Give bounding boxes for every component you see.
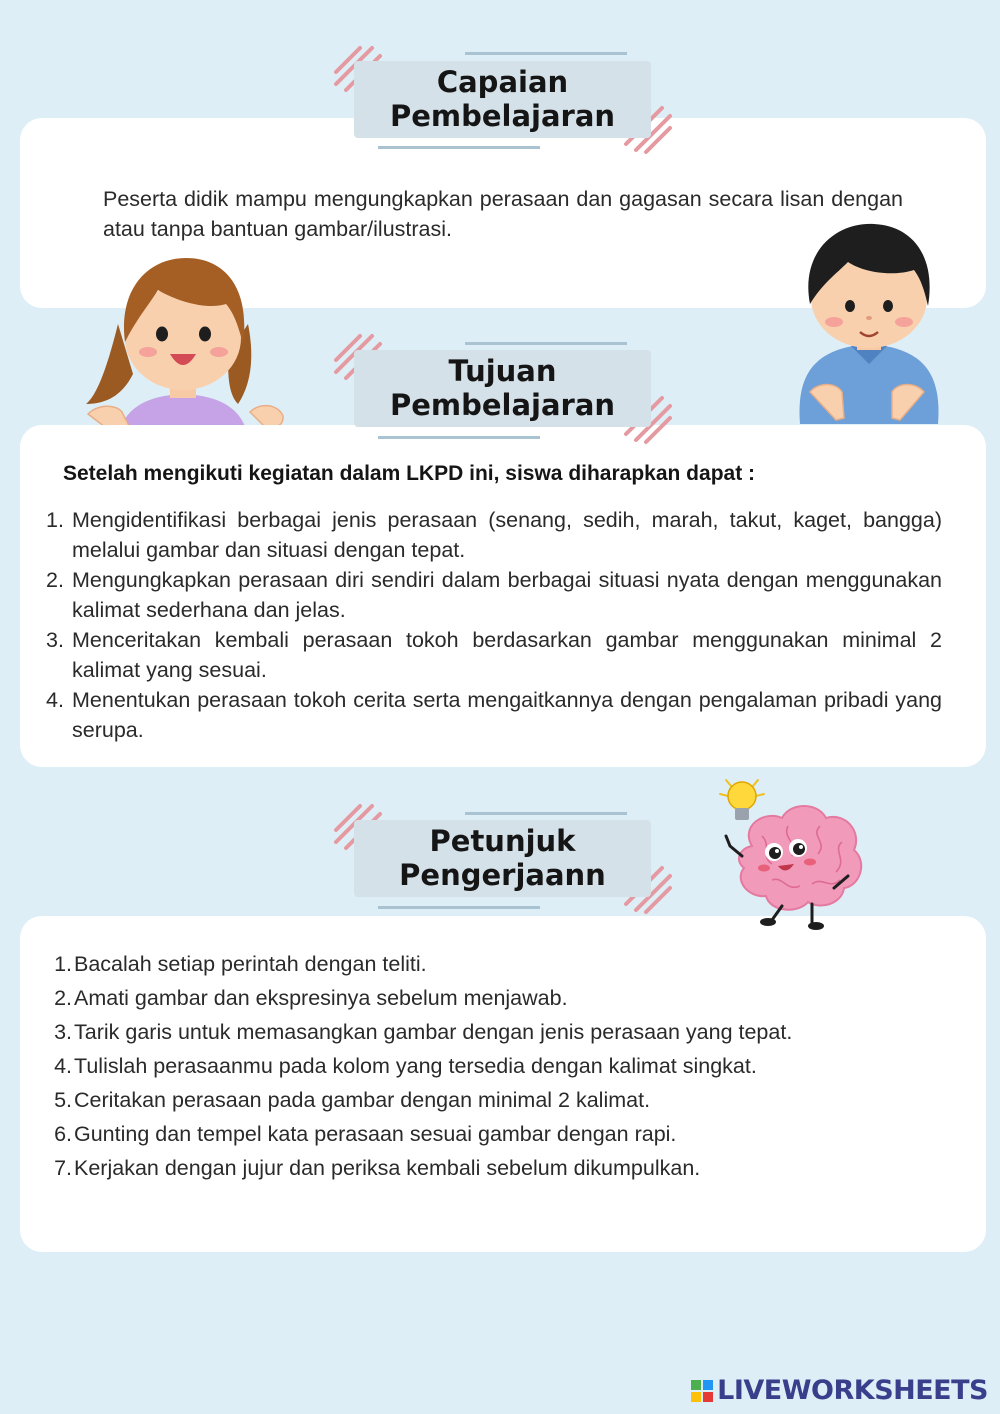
item-text: Menentukan perasaan tokoh cerita serta mengaitkannya dengan pengalaman pribadi yang serupa. bbox=[72, 688, 942, 742]
item-number: 6. bbox=[54, 1122, 72, 1146]
title-line-2: Pembelajaran bbox=[389, 99, 616, 133]
petunjuk-list bbox=[50, 947, 792, 1185]
title-line-2: Pengerjaann bbox=[399, 858, 606, 892]
liveworksheets-logo[interactable] bbox=[691, 1375, 988, 1406]
item-number: 4. bbox=[46, 688, 64, 712]
list-item bbox=[50, 1083, 792, 1117]
capaian-title bbox=[354, 61, 651, 138]
list-item bbox=[46, 565, 942, 625]
tujuan-list bbox=[46, 505, 942, 745]
brain-with-lightbulb-illustration bbox=[712, 776, 872, 932]
list-item bbox=[46, 625, 942, 685]
item-text: Kerjakan dengan jujur dan periksa kembali sebelum dikumpulkan. bbox=[74, 1156, 701, 1180]
list-item bbox=[50, 947, 792, 981]
item-number: 3. bbox=[46, 628, 64, 652]
list-item bbox=[50, 1049, 792, 1083]
list-item bbox=[50, 1117, 792, 1151]
item-number: 2. bbox=[46, 568, 64, 592]
title-line-1: Petunjuk bbox=[429, 824, 576, 858]
girl-pointing-illustration bbox=[78, 254, 288, 450]
title-decor-line bbox=[465, 342, 627, 345]
list-item bbox=[46, 685, 942, 745]
item-number: 7. bbox=[54, 1156, 72, 1180]
liveworksheets-logo-text: LIVEWORKSHEETS bbox=[717, 1375, 988, 1406]
capaian-text: Peserta didik mampu mengungkapkan perasaan dan gagasan secara lisan dengan atau tanpa bantuan gambar/ilustrasi. bbox=[103, 187, 903, 241]
list-item bbox=[50, 1015, 792, 1049]
item-text: Mengungkapkan perasaan diri sendiri dalam berbagai situasi nyata dengan menggunakan kalimat sederhana dan jelas. bbox=[72, 568, 942, 622]
liveworksheets-logo-icon bbox=[691, 1380, 713, 1402]
item-text: Menceritakan kembali perasaan tokoh berdasarkan gambar menggunakan minimal 2 kalimat yang sesuai. bbox=[72, 628, 942, 682]
list-item bbox=[46, 505, 942, 565]
title-line-2: Pembelajaran bbox=[389, 388, 616, 422]
title-line-1: Capaian bbox=[436, 65, 569, 99]
item-number: 1. bbox=[54, 952, 72, 976]
item-number: 5. bbox=[54, 1088, 72, 1112]
title-decor-line bbox=[465, 812, 627, 815]
item-text: Mengidentifikasi berbagai jenis perasaan (senang, sedih, marah, takut, kaget, bangga) melalui gambar dan situasi dengan tepat. bbox=[72, 508, 942, 562]
item-text: Ceritakan perasaan pada gambar dengan minimal 2 kalimat. bbox=[74, 1088, 651, 1112]
title-decor-line bbox=[465, 52, 627, 55]
item-text: Gunting dan tempel kata perasaan sesuai gambar dengan rapi. bbox=[74, 1122, 677, 1146]
item-number: 2. bbox=[54, 986, 72, 1010]
title-decor-line bbox=[378, 906, 540, 909]
item-text: Bacalah setiap perintah dengan teliti. bbox=[74, 952, 427, 976]
item-number: 4. bbox=[54, 1054, 72, 1078]
tujuan-lead: Setelah mengikuti kegiatan dalam LKPD ini, siswa diharapkan dapat : bbox=[63, 462, 756, 485]
title-decor-line bbox=[378, 146, 540, 149]
item-text: Amati gambar dan ekspresinya sebelum menjawab. bbox=[74, 986, 568, 1010]
boy-pointing-illustration bbox=[796, 222, 942, 424]
item-text: Tulislah perasaanmu pada kolom yang tersedia dengan kalimat singkat. bbox=[74, 1054, 757, 1078]
item-text: Tarik garis untuk memasangkan gambar dengan jenis perasaan yang tepat. bbox=[74, 1020, 793, 1044]
item-number: 1. bbox=[46, 508, 64, 532]
item-number: 3. bbox=[54, 1020, 72, 1044]
list-item bbox=[50, 981, 792, 1015]
title-decor-line bbox=[378, 436, 540, 439]
tujuan-title bbox=[354, 350, 651, 427]
title-line-1: Tujuan bbox=[448, 354, 557, 388]
list-item bbox=[50, 1151, 792, 1185]
petunjuk-title bbox=[354, 820, 651, 897]
